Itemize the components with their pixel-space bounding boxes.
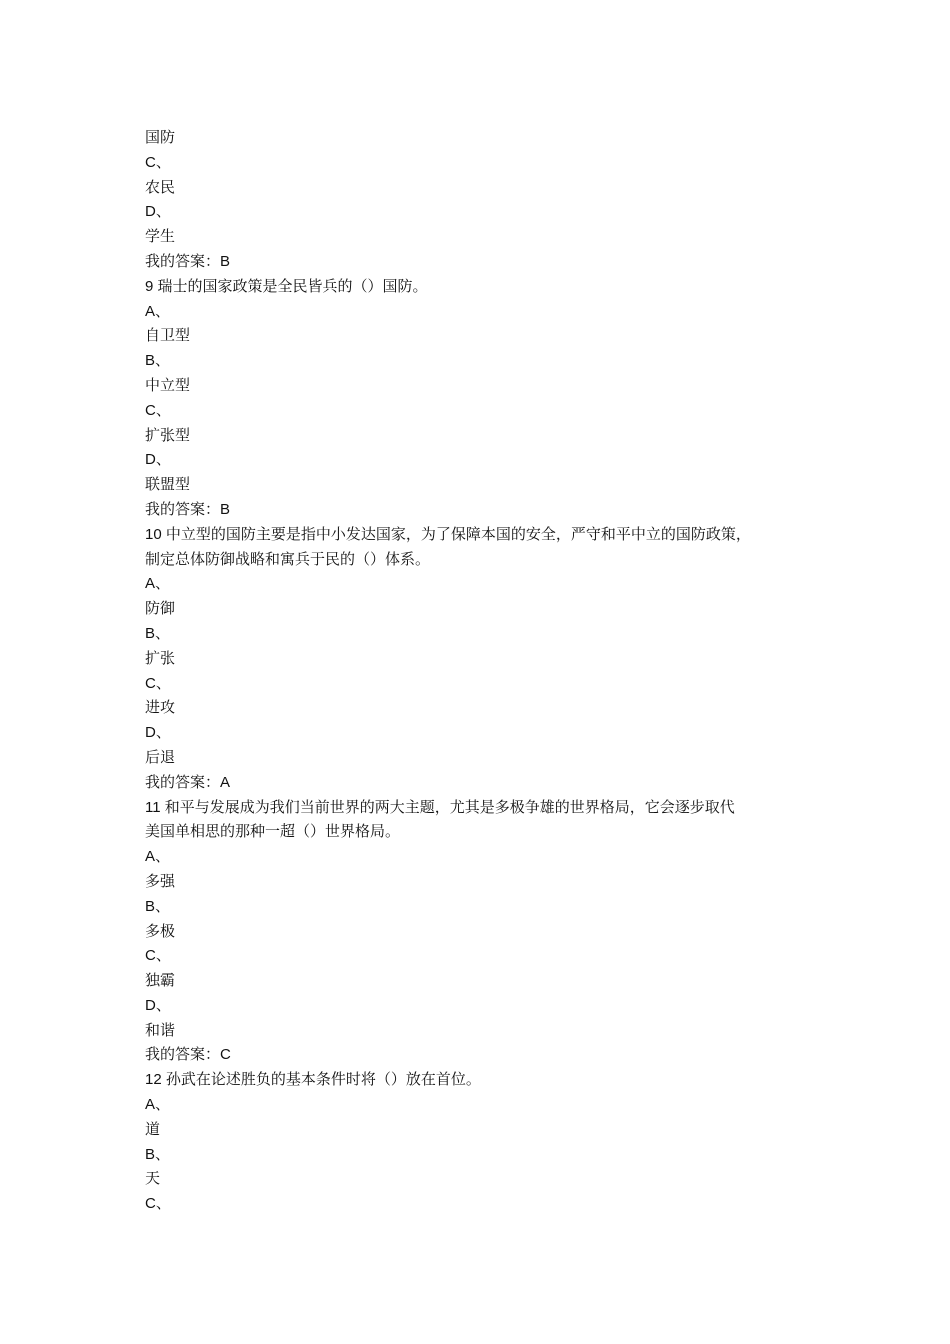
text-line: D、 — [145, 203, 171, 221]
text-line: 联盟型 — [145, 476, 191, 494]
text-line: C、 — [145, 674, 171, 692]
text-line: B、 — [145, 897, 171, 915]
answer-line: 我的答案：B — [145, 500, 231, 518]
question-line: 11 和平与发展成为我们当前世界的两大主题，尤其是多极争雄的世界格局，它会逐步取代 — [145, 798, 735, 816]
document-body — [145, 126, 825, 1217]
text-line: 学生 — [145, 228, 176, 246]
question-line: 12 孙武在论述胜负的基本条件时将（）放在首位。 — [145, 1071, 481, 1089]
text-line: C、 — [145, 947, 171, 965]
text-line: C、 — [145, 1195, 171, 1213]
text-line: D、 — [145, 451, 171, 469]
text-line: 多强 — [145, 872, 176, 890]
text-line: B、 — [145, 624, 171, 642]
text-line: A、 — [145, 1096, 171, 1114]
text-line: D、 — [145, 996, 171, 1014]
text-line: 道 — [145, 1120, 161, 1138]
text-line: 和谐 — [145, 1021, 176, 1039]
question-line: 美国单相思的那种一超（）世界格局。 — [145, 823, 401, 841]
text-line: C、 — [145, 401, 171, 419]
text-line: A、 — [145, 848, 171, 866]
answer-line: 我的答案：B — [145, 252, 231, 270]
text-line: D、 — [145, 724, 171, 742]
text-line: 扩张型 — [145, 426, 191, 444]
text-line: 国防 — [145, 129, 176, 146]
text-line: 自卫型 — [145, 327, 191, 345]
text-line: 独霸 — [145, 972, 176, 990]
text-line: 后退 — [145, 748, 176, 766]
answer-line: 我的答案：A — [145, 773, 231, 791]
question-line: 10 中立型的国防主要是指中小发达国家，为了保障本国的安全，严守和平中立的国防政策， — [145, 525, 751, 543]
text-line: 天 — [145, 1170, 161, 1188]
text-line: 防御 — [145, 600, 176, 618]
text-line: B、 — [145, 1145, 171, 1163]
text-line: 农民 — [145, 178, 176, 196]
question-line: 制定总体防御战略和寓兵于民的（）体系。 — [145, 550, 431, 568]
text-line: A、 — [145, 302, 171, 320]
text-line: C、 — [145, 153, 171, 171]
text-line: 多极 — [145, 922, 176, 940]
text-line: B、 — [145, 352, 171, 370]
text-line: 进攻 — [145, 699, 176, 717]
answer-line: 我的答案：C — [145, 1046, 231, 1064]
question-line: 9 瑞士的国家政策是全民皆兵的（）国防。 — [145, 277, 428, 295]
text-line: 中立型 — [145, 376, 191, 394]
text-line: 扩张 — [145, 649, 176, 667]
text-line: A、 — [145, 575, 171, 593]
